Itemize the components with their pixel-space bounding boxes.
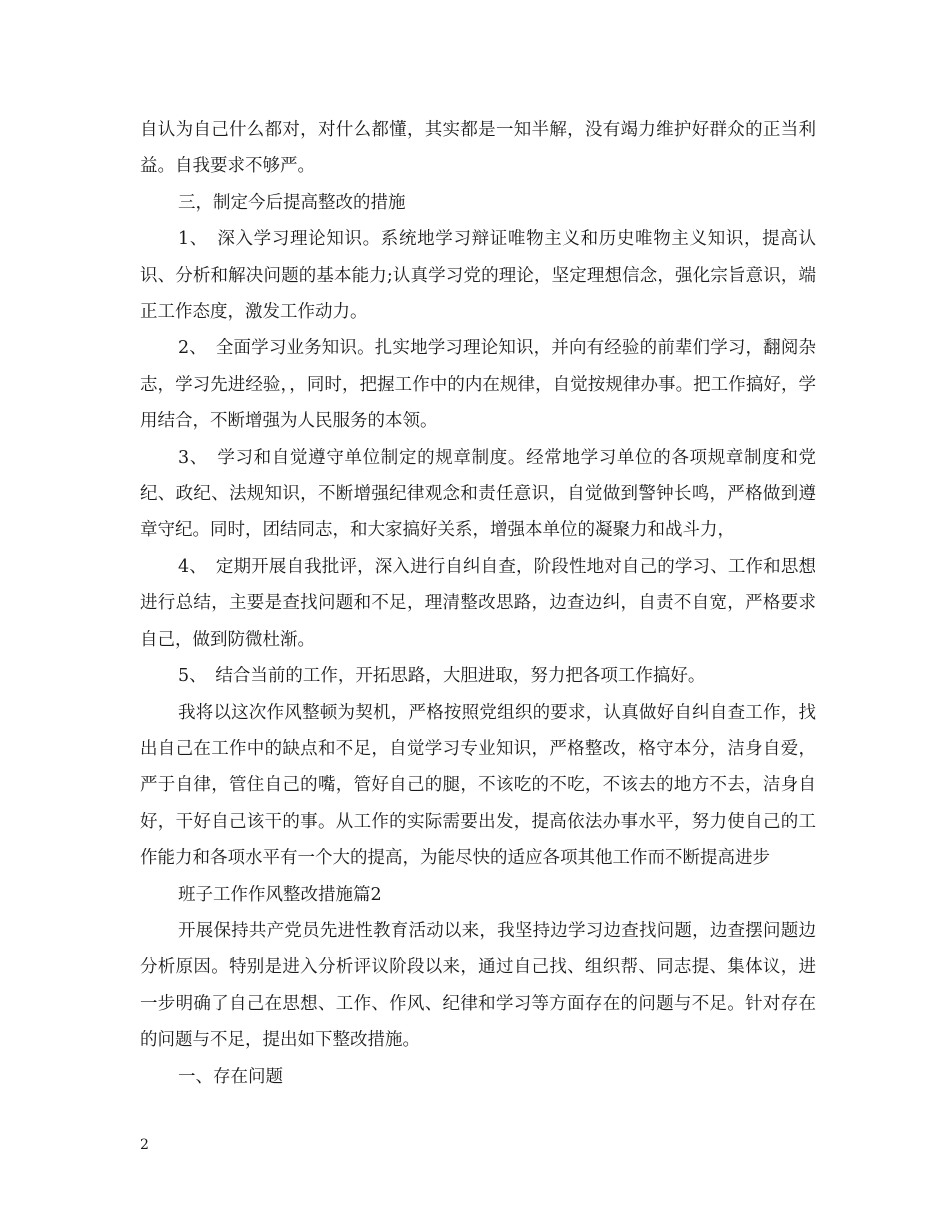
section-heading-measures: 三，制定今后提高整改的措施 bbox=[178, 192, 406, 213]
article-title-part-2: 班子工作作风整改措施篇2 bbox=[178, 884, 382, 905]
page-number: 2 bbox=[140, 1137, 149, 1153]
list-item-1: 1、 深入学习理论知识。系统地学习辩证唯物主义和历史唯物主义知识，提高认识、分析和解决问题的基本能力;认真学习党的理论，坚定理想信念，强化宗旨意识，端正工作态度，激发工作动力。 bbox=[140, 229, 816, 323]
document-body bbox=[140, 112, 816, 1095]
list-item-2: 2、 全面学习业务知识。扎实地学习理论知识，并向有经验的前辈们学习，翻阅杂志，学习先进经验，，同时，把握工作中的内在规律，自觉按规律办事。把工作搞好，学用结合，不断增强为人民服务的本领。 bbox=[140, 338, 816, 432]
paragraph-continuation: 自认为自己什么都对，对什么都懂，其实都是一知半解，没有竭力维护好群众的正当利益。自我要求不够严。 bbox=[140, 120, 816, 177]
list-item-4: 4、 定期开展自我批评，深入进行自纠自查，阶段性地对自己的学习、工作和思想进行总结，主要是查找问题和不足，理清整改思路，边查边纠，自责不自宽，严格要求自己，做到防微杜渐。 bbox=[140, 556, 816, 650]
section-heading-problems: 一、存在问题 bbox=[178, 1066, 283, 1087]
list-item-5: 5、 结合当前的工作，开拓思路，大胆进取，努力把各项工作搞好。 bbox=[178, 666, 706, 687]
paragraph-intro: 开展保持共产党员先进性教育活动以来，我坚持边学习边查找问题，边查摆问题边分析原因。特别是进入分析评议阶段以来，通过自己找、组织帮、同志提、集体议，进一步明确了自己在思想、工作、作风、纪律和学习等方面存在的问题与不足。针对存在的问题与不足，提出如下整改措施。 bbox=[140, 920, 816, 1051]
paragraph-conclusion: 我将以这次作风整顿为契机，严格按照党组织的要求，认真做好自纠自查工作，找出自己在工作中的缺点和不足，自觉学习专业知识，严格整改，格守本分，洁身自爱，严于自律，管住自己的嘴，管好自己的腿，不该吃的不吃，不该去的地方不去，洁身自好，干好自己该干的事。从工作的实际需要出发，提高依法办事水平，努力使自己的工作能力和各项水平有一个大的提高，为能尽快的适应各项其他工作而不断提高进步 bbox=[140, 702, 816, 869]
list-item-3: 3、 学习和自觉遵守单位制定的规章制度。经常地学习单位的各项规章制度和党纪、政纪、法规知识，不断增强纪律观念和责任意识，自觉做到警钟长鸣，严格做到遵章守纪。同时，团结同志，和大家搞好关系，增强本单位的凝聚力和战斗力， bbox=[140, 447, 816, 541]
